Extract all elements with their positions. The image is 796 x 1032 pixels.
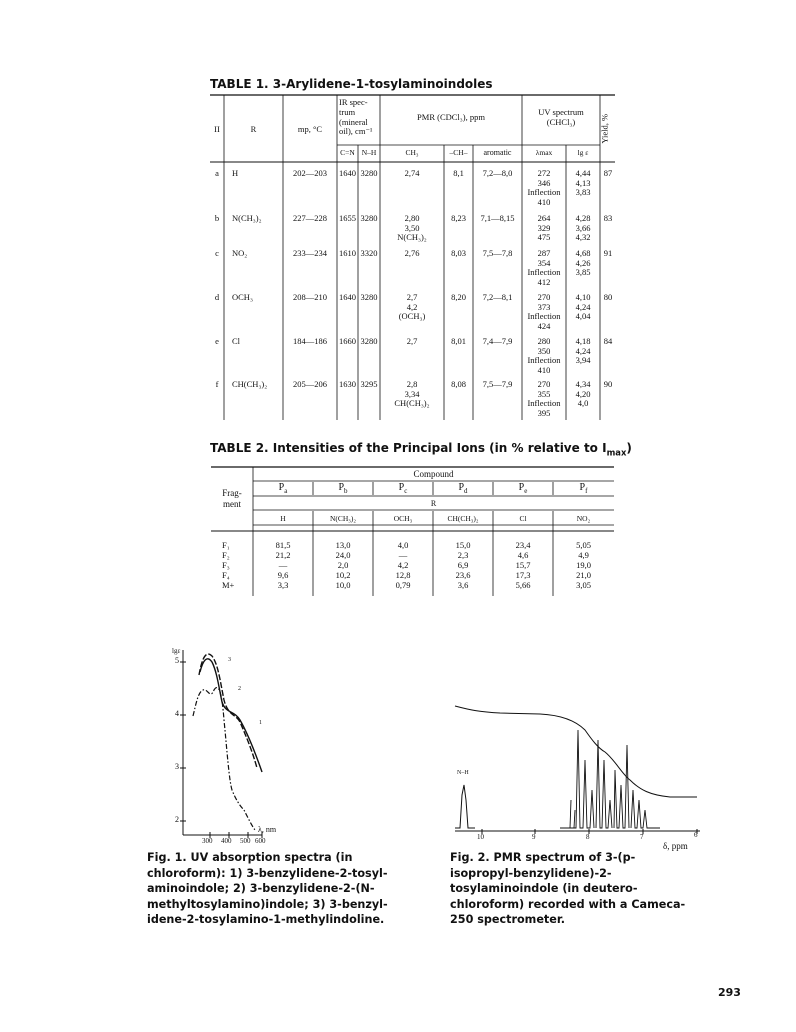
fig1-ytick: 2 — [175, 815, 179, 824]
table2-title — [210, 441, 632, 457]
fig1-xtick: 400 — [221, 837, 232, 845]
row-d-ch: 8,20 — [451, 292, 466, 302]
row-b-ch: 8,23 — [451, 213, 466, 223]
row-e-lge: 4,18 4,24 3,94 — [575, 336, 591, 365]
fig1-ytick: 5 — [175, 656, 179, 665]
row-e-id: e — [215, 336, 219, 346]
fig2-integral-curve — [455, 706, 697, 797]
row-a-r: H — [232, 168, 239, 178]
table2-col-pf: 5,05 4,9 19,0 21,0 3,05 — [576, 540, 591, 590]
row-c-nh: 3320 — [360, 248, 378, 258]
table1-header-pmr: PMR (CDCl₃), ppm — [417, 112, 485, 122]
r-value: N(CH₃)₂ — [329, 514, 357, 523]
row-c-yield: 91 — [603, 248, 613, 258]
fig2-xtick: 9 — [532, 833, 536, 841]
r-value: OCH₃ — [393, 514, 413, 523]
table1-header-aromatic: aromatic — [483, 148, 512, 157]
row-d-ar: 7,2—8,1 — [482, 292, 513, 302]
table2-title-main: TABLE 2. Intensities of the Principal Ions (in % relative to I — [210, 441, 607, 455]
row-a-ar: 7,2—8,0 — [482, 168, 513, 178]
table1-header-mp: mp, °C — [297, 124, 323, 134]
row-d-ch3: 2,7 4,2 (OCH₃) — [398, 292, 426, 321]
r-value: CH(CH₃)₂ — [447, 514, 479, 523]
row-a-ch: 8,1 — [453, 168, 464, 178]
row-d-mp: 208—210 — [293, 292, 327, 302]
row-a-mp: 202—203 — [293, 168, 327, 178]
row-b-id: b — [214, 213, 220, 223]
fig1-caption: Fig. 1. UV absorption spectra (in chloroform): 1) 3-benzylidene-2-tosyl-aminoindole; 2) 3-benzylidene-2-(N-methyltosylamino)indole; 3) 3-benzyl-idene-2-tosylamino-1-methylindoline. — [147, 851, 388, 926]
row-b-nh: 3280 — [360, 213, 378, 223]
row-b-cn: 1655 — [339, 213, 356, 223]
fig2-xtick: 8 — [586, 833, 590, 841]
r-value: Cl — [519, 514, 527, 523]
row-c-cn: 1610 — [339, 248, 356, 258]
table1-header-ir: IR spec- trum (mineral oil), cm⁻¹ — [339, 97, 373, 137]
row-d-nh: 3280 — [360, 292, 378, 302]
row-f-ch3: 2,8 3,34 CH(CH₃)₂ — [394, 379, 430, 408]
row-d-lge: 4,10 4,24 4,04 — [575, 292, 591, 321]
row-b-r: N(CH₃)₂ — [232, 213, 262, 223]
row-a-yield: 87 — [603, 168, 613, 178]
table2-col-pa: 81,5 21,2 — 9,6 3,3 — [275, 540, 291, 590]
table1-header-cn: C=N — [340, 148, 355, 157]
row-e-lmax: 280 350 Inflection 410 — [527, 336, 561, 375]
row-d-lmax: 270 373 Inflection 424 — [527, 292, 561, 331]
fig1-xtick: 600 — [255, 837, 266, 845]
row-f-id: f — [215, 379, 219, 389]
table2-compound-header: Compound — [413, 469, 454, 479]
fig1-xtick: 300 — [202, 837, 213, 845]
row-b-mp: 227—228 — [293, 213, 327, 223]
compound-pc: $P_c$ — [398, 482, 408, 495]
row-b-yield: 83 — [603, 213, 613, 223]
table1-title: TABLE 1. 3-Arylidene-1-tosylaminoindoles — [210, 77, 493, 91]
fig2-caption: Fig. 2. PMR spectrum of 3-(p-isopropyl-benzylidene)-2-tosylaminoindole (in deutero-chloroform) recorded with a Cameca-250 spectrometer. — [450, 851, 686, 926]
table1-header-ch: –CH– — [449, 148, 468, 157]
row-e-r: Cl — [232, 336, 241, 346]
page-number: 293 — [718, 986, 741, 999]
row-e-ch: 8,01 — [451, 336, 466, 346]
row-d-r: OCH₃ — [232, 292, 253, 302]
row-e-ar: 7,4—7,9 — [482, 336, 513, 346]
fig2-nh-peak — [455, 785, 475, 828]
table1-header-uv: UV spectrum (CHCl₃) — [538, 107, 584, 127]
fig2-xtick: 7 — [640, 833, 644, 841]
table2-col-pd: 15,0 2,3 6,9 23,6 3,6 — [455, 540, 471, 590]
row-e-ch3: 2,7 — [406, 336, 418, 346]
fig1-curve-label-3: 3 — [228, 657, 231, 663]
row-e-mp: 184—186 — [293, 336, 327, 346]
row-e-cn: 1660 — [339, 336, 356, 346]
table1-header-r: R — [250, 124, 257, 134]
row-e-nh: 3280 — [360, 336, 378, 346]
row-a-nh: 3280 — [360, 168, 378, 178]
table2-col-pc: 4,0 — 4,2 12,8 0,79 — [395, 540, 411, 590]
table2-col-pb: 13,0 24,0 2,0 10,2 10,0 — [335, 540, 351, 590]
row-c-ch3: 2,76 — [404, 248, 420, 258]
table2-r-header: R — [430, 499, 437, 508]
row-d-yield: 80 — [603, 292, 613, 302]
table2-title-sub: max — [606, 447, 627, 458]
row-f-yield: 90 — [603, 379, 613, 389]
fig2-xtick: 10 — [477, 833, 484, 841]
fig1-xlabel: λ, nm — [258, 825, 277, 834]
table1-header-nh: N–H — [361, 148, 377, 157]
row-d-id: d — [214, 292, 220, 302]
row-e-yield: 84 — [603, 336, 613, 346]
compound-pe: $P_e$ — [518, 482, 528, 495]
table1-header-lmax: λmax — [535, 148, 553, 157]
row-b-lge: 4,28 3,66 4,32 — [575, 213, 591, 242]
row-d-cn: 1640 — [339, 292, 356, 302]
row-a-lmax: 272 346 Inflection 410 — [527, 168, 561, 207]
fig1-ytick: 3 — [175, 762, 179, 771]
row-f-lmax: 270 355 Inflection 395 — [527, 379, 561, 418]
fig2-nh-label: N–H — [457, 770, 469, 776]
row-b-ar: 7,1—8,15 — [480, 213, 515, 223]
table1-header-lge: lg ε — [577, 148, 589, 157]
compound-pf: $P_f$ — [579, 482, 588, 495]
row-f-lge: 4,34 4,20 4,0 — [575, 379, 591, 408]
fig1-curve-3 — [199, 654, 257, 768]
row-a-id: a — [215, 168, 219, 178]
row-f-mp: 205—206 — [293, 379, 327, 389]
table1-header-id: II — [214, 124, 220, 134]
row-c-lge: 4,68 4,26 3,85 — [575, 248, 591, 277]
fig2-xtick: 6 — [694, 831, 698, 839]
row-a-ch3: 2,74 — [404, 168, 420, 178]
row-f-r: CH(CH₃)₂ — [232, 379, 268, 389]
fig1-curve-label-1: 1 — [259, 720, 262, 726]
row-c-ar: 7,5—7,8 — [482, 248, 513, 258]
compound-pd: $P_d$ — [458, 482, 468, 495]
compound-pb: $P_b$ — [338, 482, 348, 495]
fig1-ytick: 4 — [175, 709, 179, 718]
fig1-xtick: 500 — [240, 837, 251, 845]
row-f-ar: 7,5—7,9 — [482, 379, 513, 389]
fig1-curve-2 — [193, 688, 255, 830]
row-f-cn: 1630 — [339, 379, 356, 389]
row-f-ch: 8,08 — [451, 379, 466, 389]
fig1-ylabel: lgε — [172, 647, 181, 655]
row-a-cn: 1640 — [339, 168, 356, 178]
table1-header-ch3: CH₃ — [405, 148, 419, 157]
row-c-mp: 233—234 — [293, 248, 327, 258]
row-a-lge: 4,44 4,13 3,83 — [575, 168, 591, 197]
fig1-curve-1 — [200, 659, 262, 772]
table2-col-pe: 23,4 4,6 15,7 17,3 5,66 — [515, 540, 531, 590]
r-value: H — [280, 514, 286, 523]
table2-title-end: ) — [626, 441, 632, 455]
fig1-curve-label-2: 2 — [238, 686, 241, 692]
compound-pa: $P_a$ — [278, 482, 288, 495]
table1-header-yield: Yield, % — [599, 113, 610, 144]
fig2-xlabel: δ, ppm — [663, 841, 688, 851]
table2-fragment-header: Frag- ment — [222, 488, 242, 509]
row-b-ch3: 2,80 3,50 N(CH₃)₂ — [397, 213, 427, 242]
row-c-lmax: 287 354 Inflection 412 — [527, 248, 561, 287]
row-c-r: NO₂ — [232, 248, 248, 258]
table2-fragments: F₁ F₂ F₃ F₄ M+ — [222, 540, 235, 590]
r-value: NO₂ — [576, 514, 591, 523]
row-f-nh: 3295 — [360, 379, 378, 389]
row-b-lmax: 264 329 475 — [537, 213, 551, 242]
fig2-aromatic-peaks — [560, 730, 660, 828]
row-c-ch: 8,03 — [451, 248, 466, 258]
row-c-id: c — [215, 248, 219, 258]
